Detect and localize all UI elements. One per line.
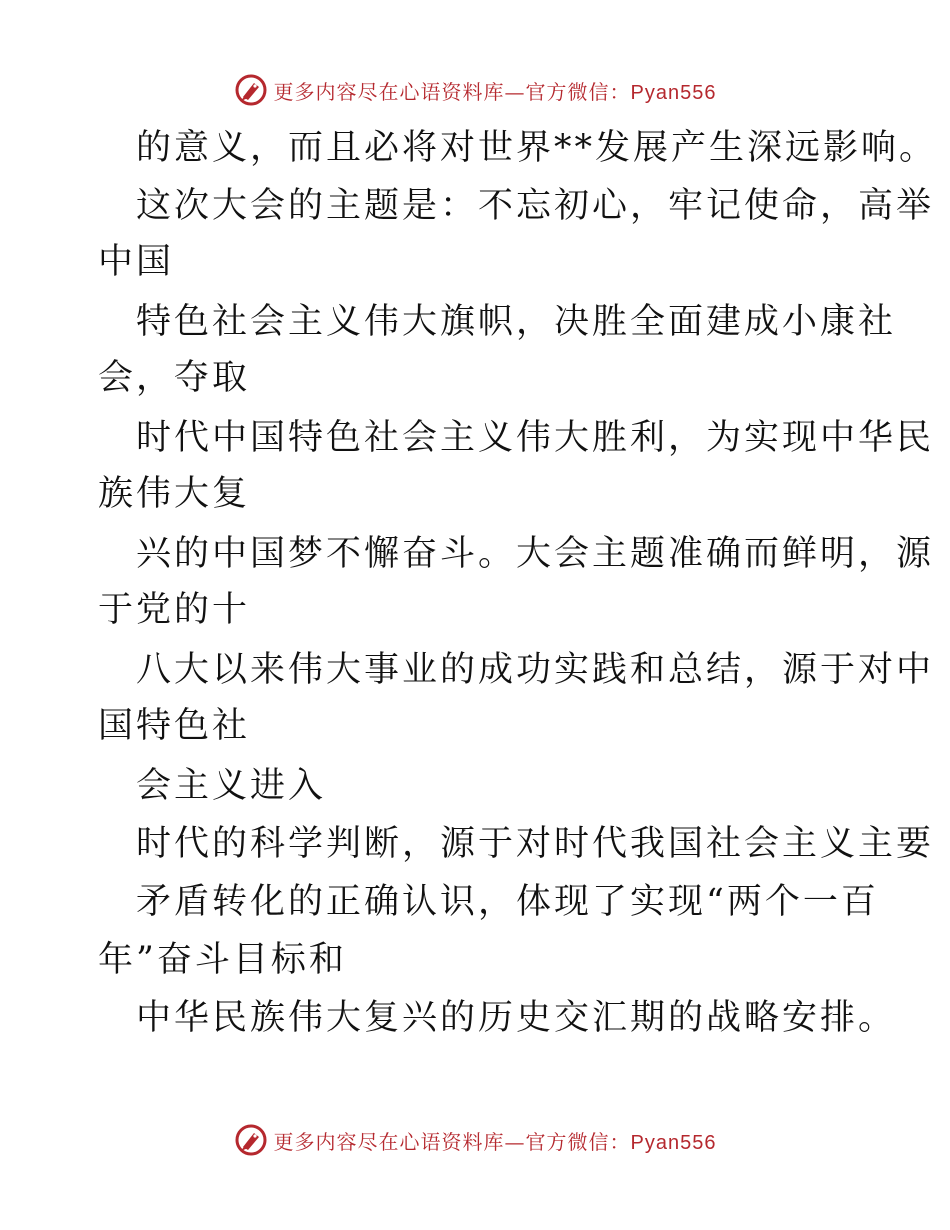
text-line-15: 年”奋斗目标和 xyxy=(98,940,347,980)
footer-watermark xyxy=(0,1120,950,1160)
watermark-contact-id: Pyan556 xyxy=(630,81,717,104)
pen-nib-logo-icon xyxy=(234,1123,268,1157)
text-line-14: 矛盾转化的正确认识，体现了实现“两个一百 xyxy=(136,882,879,922)
watermark-contact-id: Pyan556 xyxy=(630,1131,717,1154)
watermark-dash: — xyxy=(504,79,526,104)
text-line-13: 时代的科学判断，源于对时代我国社会主义主要 xyxy=(136,824,935,864)
text-line-10: 八大以来伟大事业的成功实践和总结，源于对中 xyxy=(136,650,935,690)
text-line-12: 会主义进入 xyxy=(136,766,327,806)
watermark-contact-label: 官方微信： xyxy=(525,79,631,104)
text-line-9: 于党的十 xyxy=(98,590,251,630)
watermark-brand: 更多内容尽在心语资料库 xyxy=(273,1129,505,1154)
text-line-3: 中国 xyxy=(98,242,175,282)
text-line-8: 兴的中国梦不懈奋斗。大会主题准确而鲜明，源 xyxy=(136,534,935,574)
text-line-5: 会，夺取 xyxy=(98,358,251,398)
header-watermark xyxy=(0,70,950,110)
text-line-2: 这次大会的主题是：不忘初心，牢记使命，高举 xyxy=(136,186,935,226)
text-line-16: 中华民族伟大复兴的历史交汇期的战略安排。 xyxy=(136,998,897,1038)
text-line-4: 特色社会主义伟大旗帜，决胜全面建成小康社 xyxy=(136,302,897,342)
pen-nib-logo-icon xyxy=(234,73,268,107)
text-line-11: 国特色社 xyxy=(98,706,251,746)
watermark-text xyxy=(274,1126,717,1155)
watermark-text xyxy=(274,76,717,105)
watermark-contact-label: 官方微信： xyxy=(525,1129,631,1154)
text-line-6: 时代中国特色社会主义伟大胜利，为实现中华民 xyxy=(136,418,935,458)
watermark-brand: 更多内容尽在心语资料库 xyxy=(273,79,505,104)
watermark-dash: — xyxy=(504,1129,526,1154)
text-line-1: 的意义，而且必将对世界**发展产生深远影响。 xyxy=(136,128,938,168)
text-line-7: 族伟大复 xyxy=(98,474,251,514)
